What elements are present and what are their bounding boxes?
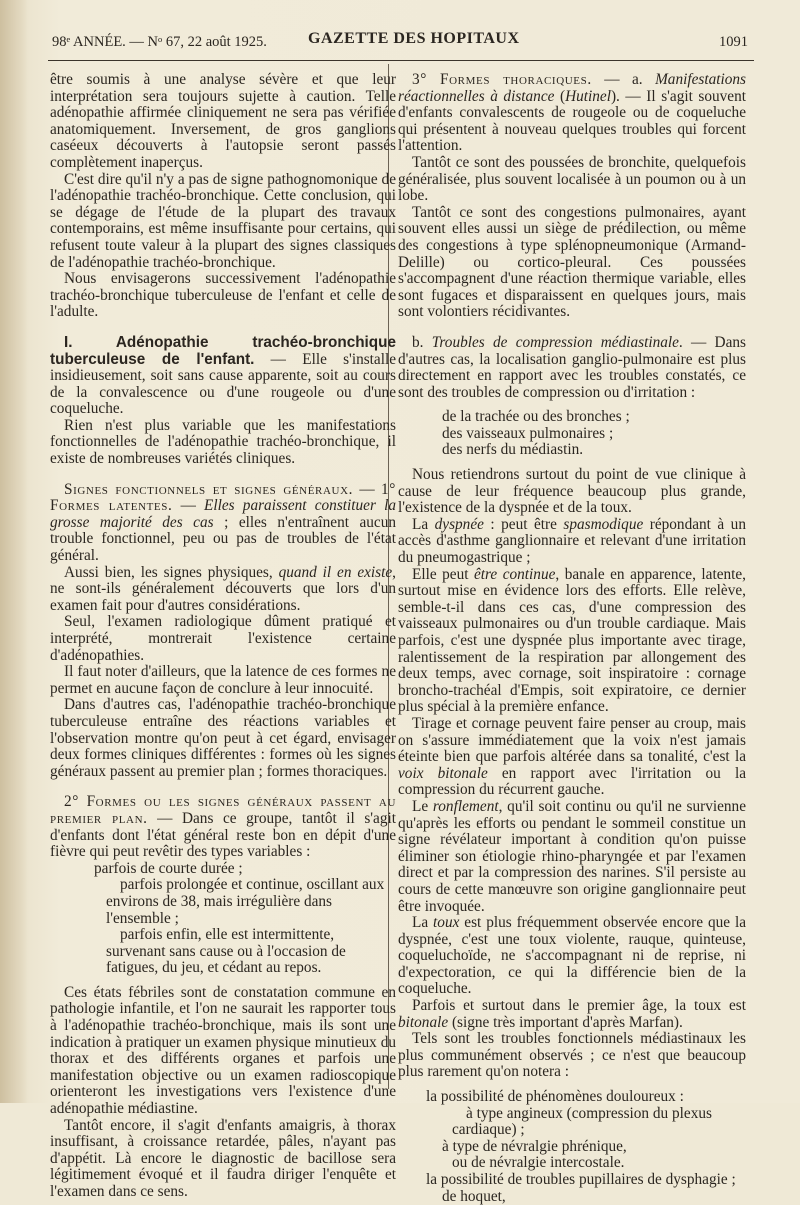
form-heading: 1° Formes latentes.: [50, 480, 396, 515]
subsection-heading: Signes fonctionnels et signes généraux.: [64, 480, 354, 498]
running-header: [52, 28, 748, 54]
page-number: 1091: [719, 34, 748, 50]
subsection-heading: Troubles de compression médiastinale: [431, 333, 679, 351]
header-rule: [48, 60, 754, 61]
paragraph: Parfois et surtout dans le premier âge, la toux est bitonale (signe très important d'après Marfan).: [398, 997, 746, 1031]
list-item: la possibilité de phénomènes douloureux :: [426, 1088, 684, 1106]
section-heading: I. Adénopathie trachéo-bronchique tuberculeuse de l'enfant.: [50, 333, 396, 368]
subsection-paragraph: Signes fonctionnels et signes généraux. — 1° Formes latentes. — Elles paraissent constituer la grosse majorité des cas ; elles n'entraînent aucun trouble fonctionnel, peu ou pas de troubles de l'état général.: [50, 480, 397, 565]
journal-title: GAZETTE DES HOPITAUX: [308, 30, 520, 47]
paragraph: Il faut noter d'ailleurs, que la latence de ces formes ne permet en aucune façon de conclure à leur innocuité.: [50, 663, 396, 697]
list-item: parfois enfin, elle est intermittente, survenant sans cause ou à l'occasion de fatigues, du jeu, et cédant au repos.: [106, 926, 346, 977]
list-item: parfois prolongée et continue, oscillant aux environs de 38, mais irrégulière dans l'ensemble ;: [106, 876, 385, 927]
subsection-paragraph: 2° Formes ou les signes généraux passent au premier plan. — Dans ce groupe, tantôt il s'agit d'enfants dont l'état général reste bon en dépit d'une fièvre qui peut revêtir des types variables :: [50, 793, 396, 861]
form-heading: 3° Formes thoraciques.: [412, 71, 592, 88]
issue-info: 98ᵉ ANNÉE. — Nᵒ 67, 22 août 1925.: [52, 34, 267, 50]
paragraph: Ces états fébriles sont de constatation commune en pathologie infantile, et l'on ne saurait les rapporter tous à l'adénopathie trachéo-bronchique, mais ils sont une indication à pratiquer un examen physique minutieux du thorax et des différents organes et parfois une manifestation objective ou un examen radioscopique orienteront les investigations vers l'existence d'une adénopathie médiastine.: [50, 983, 396, 1118]
section-paragraph: I. Adénopathie trachéo-bronchique tuberculeuse de l'enfant. — Elle s'installe insidieusement, soit sans cause apparente, soit au cours de la convalescence ou d'une rougeole ou d'une coqueluche.: [50, 333, 396, 418]
list-item: ou de névralgie intercostale.: [452, 1154, 625, 1172]
paragraph: Aussi bien, les signes physiques, quand il en existe, ne sont-ils généralement découverts que lors d'un examen fait pour d'autres considérations.: [50, 563, 396, 614]
list-item: parfois de courte durée ;: [94, 859, 243, 877]
list-item: des vaisseaux pulmonaires ;: [442, 424, 614, 442]
paragraph: Tels sont les troubles fonctionnels médiastinaux les plus communément observés ; ce n'est que beaucoup plus rarement qu'on notera :: [398, 1030, 746, 1081]
left-column: [50, 72, 396, 1201]
paragraph: Nous envisagerons successivement l'adénopathie trachéo-bronchique tuberculeuse de l'enfant et celle de l'adulte.: [50, 270, 396, 321]
right-column: [398, 72, 746, 1205]
list-item: de la trachée ou des bronches ;: [442, 408, 630, 426]
list-item: à type de névralgie phrénique,: [442, 1137, 627, 1155]
form-heading: 2° Formes ou les signes généraux passent au premier plan.: [50, 793, 396, 827]
paragraph: La toux est plus fréquemment observée encore que la dyspnée, c'est une toux violente, rauque, quinteuse, coqueluchoïde, ne s'accompagnant ni de reprise, ni d'expectoration, ce qui la différencie bien de la coqueluche.: [398, 914, 746, 998]
subsection-paragraph: b. Troubles de compression médiastinale. — Dans d'autres cas, la localisation ganglio-pulmonaire est plus directement en rapport avec les troubles constatés, ce sont des troubles de compression ou d'irritation :: [398, 333, 746, 401]
paragraph: C'est dire qu'il n'y a pas de signe pathognomonique de l'adénopathie trachéo-bronchique. Cette conclusion, qui se dégage de l'étude de la plupart des travaux contemporains, est même insuffisante pour certains, qui refusent toute valeur à la plupart des signes classiques de l'adénopathie trachéo-bronchique.: [50, 170, 396, 271]
paragraph: La dyspnée : peut être spasmodique répondant à un accès d'asthme ganglionnaire et relevant d'une irritation du pneumogastrique ;: [398, 515, 746, 567]
list-item: à type angineux (compression du plexus cardiaque) ;: [452, 1104, 712, 1139]
list-item: la possibilité de troubles pupillaires de dysphagie ;: [426, 1171, 736, 1188]
paragraph: Tantôt ce sont des poussées de bronchite, quelquefois généralisée, plus souvent localisée à un poumon ou à un lobe.: [398, 153, 746, 205]
list-item: des nerfs du médiastin.: [442, 441, 584, 459]
paragraph: Nous retiendrons surtout du point de vue clinique à cause de leur fréquence beaucoup plus grande, l'existence de la dyspnée et de la toux.: [398, 466, 746, 517]
subsection-paragraph: 3° Formes thoraciques. — a. Manifestations réactionnelles à distance (Hutinel). — Il s'agit souvent d'enfants convalescents de rougeole ou de coqueluche qui présentent à nouveau quelques troubles qui forcent l'attention.: [398, 71, 746, 155]
paragraph: Rien n'est plus variable que les manifestations fonctionnelles de l'adénopathie trachéo-bronchique, il existe de nombreuses variétés cliniques.: [50, 416, 396, 468]
paragraph: Seul, l'examen radiologique dûment pratiqué et interprété, montrerait l'existence certaine d'adénopathies.: [50, 613, 396, 664]
paragraph: Tantôt encore, il s'agit d'enfants amaigris, à thorax insuffisant, à croissance retardée, pâles, n'ayant pas d'appétit. Là encore le diagnostic de bacillose sera légitimement évoqué et il faudra diriger l'enquête et l'examen dans ce sens.: [50, 1116, 396, 1200]
paragraph: Le ronflement, qu'il soit continu ou qu'il ne survienne qu'après les efforts ou pendant le sommeil constitue un signe révélateur important à condition qu'on puisse éliminer son étiologie rhino-pharyngée et par l'examen direct et par la compression des narines. S'il persiste au cours de cette manœuvre son origine ganglionnaire peut être invoquée.: [398, 797, 746, 915]
paragraph: être soumis à une analyse sévère et que leur interprétation sera toujours sujette à caution. Telle adénopathie affirmée cliniquement ne sera pas vérifiée anatomiquement. Inversement, de gros ganglions caséeux découverts à l'autopsie seront passés complètement inaperçus.: [50, 71, 396, 171]
list-item: de hoquet,: [442, 1187, 506, 1205]
page-spine-shadow: [0, 0, 28, 1103]
paragraph: Elle peut être continue, banale en apparence, latente, surtout mise en évidence lors des efforts. Elle relève, semble-t-il dans ces cas, d'une compression des vaisseaux pulmonaires ou d'un trouble cardiaque. Mais parfois, c'est une dyspnée plus importante avec tirage, ralentissement de la respiration par allongement des deux temps, avec cornage, soit inspiratoire : cornage broncho-trachéal d'Empis, soit expiratoire, ce dernier plus spécial à la première enfance.: [398, 565, 746, 716]
paragraph: Tantôt ce sont des congestions pulmonaires, ayant souvent elles aussi un siège de prédilection, ou même des congestions à type splénopneumonique (Armand-Delille) ou cortico-pleural. Ces poussées s'accompagnent d'une réaction thermique variable, elles sont fugaces et disparaissent en quelques jours, mais sont volontiers récidivantes.: [398, 203, 746, 321]
paragraph: Tirage et cornage peuvent faire penser au croup, mais on s'assure immédiatement que la voix n'est jamais éteinte bien que parfois altérée dans sa tonalité, c'est la voix bitonale en rapport avec l'irritation ou la compression du récurrent gauche.: [398, 714, 746, 799]
paragraph: Dans d'autres cas, l'adénopathie trachéo-bronchique tuberculeuse entraîne des réactions variables et l'observation montre qu'on peut à cet égard, envisager deux formes cliniques différentes : formes où les signes généraux passent au premier plan ; formes thoraciques.: [50, 696, 396, 780]
